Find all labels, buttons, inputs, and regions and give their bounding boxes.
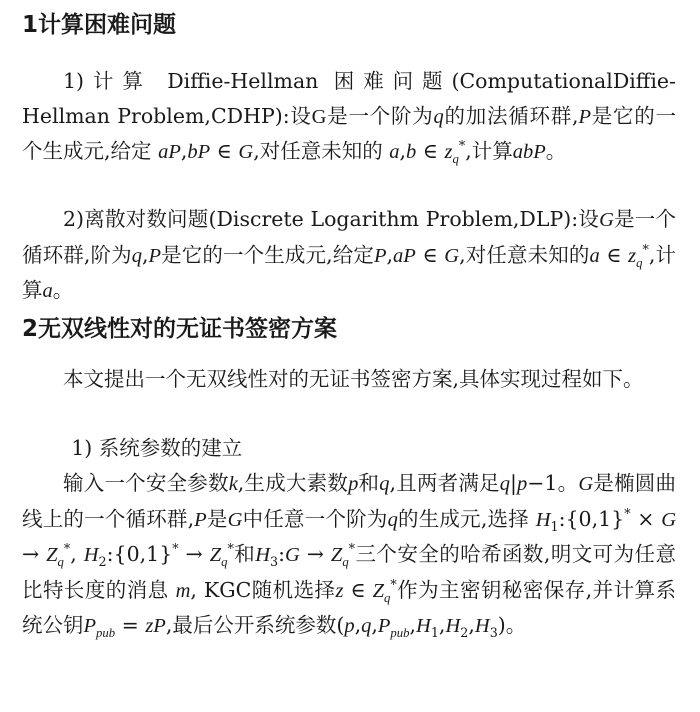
section-2-step-1-title: 1) 系统参数的建立: [71, 436, 243, 460]
section-2-heading: 2无双线性对的无证书签密方案: [22, 316, 338, 342]
section-1-paragraph-cdhp: 1)计算 Diffie-Hellman 困难问题(ComputationalDiffie-Hellman Problem,CDHP):设G是一个阶为q的加法循环群,P是它的一个生成元,给定 aP,bP ∈ G,对任意未知的 a,b ∈ $z_q^*$,计算abP。: [22, 69, 677, 167]
section-1-paragraph-dlp: 2)离散对数问题(Discrete Logarithm Problem,DLP):设G是一个循环群,阶为q,P是它的一个生成元,给定P,aP ∈ G,对任意未知的a ∈ $z_q^*$,计算a。: [22, 207, 676, 302]
section-1-heading: 1计算困难问题: [22, 12, 177, 38]
section-2-system-setup-paragraph: 输入一个安全参数k,生成大素数p和q,且两者满足q|p−1。G是椭圆曲线上的一个循环群,P是G中任意一个阶为q的生成元,选择 $H_1:\{0,1\}^* \times G \to Z_q^*$, $H_2:\{0,1\}^* \to Z_q^*$和$H_3:G \to Z_q^*$三个安全的哈希函数,明文可为任意比特长度的消息 m, KGC随机选择z ∈ $Z_q^*$作为主密钥秘密保存,并计算系统公钥$P_{pub}$ = zP,最后公开系统参数$(p,q,P_{pub},H_1,H_2,H_3)$。: [22, 471, 677, 641]
section-2-intro-paragraph: 本文提出一个无双线性对的无证书签密方案,具体实现过程如下。: [63, 367, 644, 391]
